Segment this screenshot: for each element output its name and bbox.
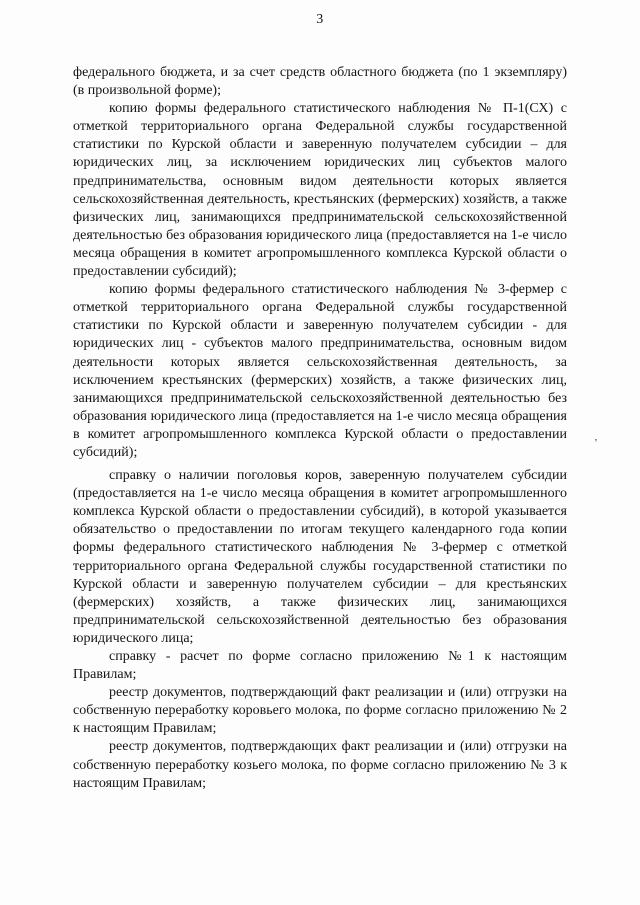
paragraph-goat-milk-registry: реестр документов, подтверждающих факт реализации и (или) отгрузки на собственную переработку козьего молока, по форме согласно приложению № 3 к настоящим Правилам; <box>73 739 567 791</box>
paragraph-form-3-fermer: копию формы федерального статистического наблюдения № 3-фермер с отметкой территориального органа Федеральной службы государственной статистики по Курской области и заверенную получателем субсидии - для юридических лиц - субъектов малого предпринимательства, основным видом деятельности которых является сельскохозяйственная деятельность, за исключением крестьянских (фермерских) хозяйств, а также физических лиц, занимающихся предпринимательской сельскохозяйственной деятельностью без образования юридического лица (предоставляется на 1-е число месяца обращения в комитет агропромышленного комплекса Курской области о предоставлении субсидий); <box>73 282 567 460</box>
paragraph-calculation-certificate: справку - расчет по форме согласно приложению №1 к настоящим Правилам; <box>73 649 567 683</box>
paragraph-form-p1-sh: копию формы федерального статистического наблюдения № П-1(СХ) с отметкой территориального органа Федеральной службы государственной статистики по Курской области и заверенную получателем субсидии – для юридических лиц, за исключением юридических лиц субъектов малого предпринимательства, основным видом деятельности которых является сельскохозяйственная деятельность, крестьянских (фермерских) хозяйств, а также физических лиц, занимающихся предпринимательской сельскохозяйственной деятельностью без образования юридического лица (предоставляется на 1-е число месяца обращения в комитет агропромышленного комплекса Курской области о предоставлении субсидий); <box>73 101 567 280</box>
paragraph-continuation: федерального бюджета, и за счет средств областного бюджета (по 1 экземпляру) (в произвольной форме); <box>73 65 567 99</box>
document-body <box>73 64 567 793</box>
scan-artifact-mark: ‚ <box>594 431 598 443</box>
paragraph-cow-milk-registry: реестр документов, подтверждающий факт реализации и (или) отгрузки на собственную переработку коровьего молока, по форме согласно приложению № 2 к настоящим Правилам; <box>73 685 567 737</box>
paragraph-cattle-certificate: справку о наличии поголовья коров, заверенную получателем субсидии (предоставляется на 1-е число месяца обращения в комитет агропромышленного комплекса Курской области о предоставлении субсидий), в которой указывается обязательство о предоставлении по итогам текущего календарного года копии формы федерального статистического наблюдения № 3-фермер с отметкой территориального органа Федеральной службы государственной статистики по Курской области и заверенную получателем субсидии – для крестьянских (фермерских) хозяйств, а также физических лиц, занимающихся предпринимательской сельскохозяйственной деятельностью без образования юридического лица; <box>73 468 567 646</box>
page-number: 3 <box>316 12 324 27</box>
